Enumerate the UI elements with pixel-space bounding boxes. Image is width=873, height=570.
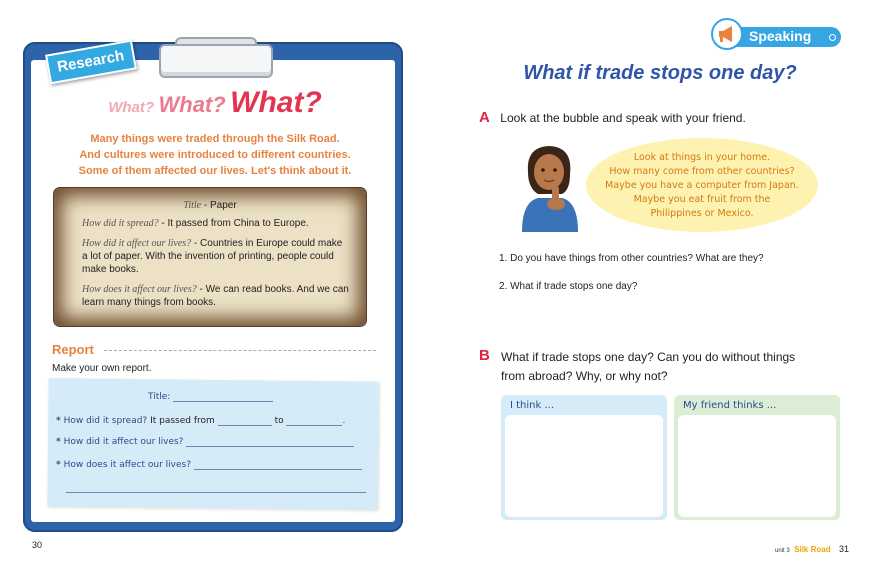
- what-word-medium: What?: [158, 92, 226, 117]
- footer-unit-name: Silk Road: [794, 545, 831, 554]
- section-a-heading: [479, 109, 746, 127]
- report-q1-row: * How did it spread? It passed from to .: [56, 416, 346, 426]
- section-b-instruction: [501, 348, 841, 386]
- section-a-instruction: Look at the bubble and speak with your friend.: [500, 111, 746, 125]
- report-divider: [104, 350, 376, 351]
- example-question: How did it spread?: [82, 218, 159, 229]
- question-1: 1. Do you have things from other countries? What are they?: [499, 253, 764, 264]
- report-q2-label: How did it affect our lives?: [63, 437, 184, 447]
- report-q1-passed: It passed from: [150, 416, 215, 426]
- megaphone-icon: [711, 18, 743, 50]
- intro-line: Some of them affected our lives. Let's think about it.: [78, 165, 352, 177]
- badge-dot: [829, 34, 836, 41]
- example-question: How does it affect our lives?: [82, 284, 197, 295]
- report-q3-input[interactable]: [194, 459, 362, 470]
- report-q3-label: How does it affect our lives?: [63, 460, 191, 470]
- footer: [775, 539, 849, 557]
- report-title-label: Title:: [148, 392, 171, 402]
- bubble-line: How many come from other countries?: [609, 166, 795, 177]
- bubble-line: Maybe you have a computer from Japan.: [605, 180, 799, 191]
- bullet-star-icon: *: [56, 437, 61, 447]
- intro-line: And cultures were introduced to different countries.: [79, 149, 351, 161]
- report-q2-input[interactable]: [186, 436, 354, 447]
- footer-unit: unit 3: [775, 548, 790, 554]
- what-word-small: What?: [108, 99, 155, 116]
- bullet-star-icon: *: [56, 460, 61, 470]
- i-think-label: I think ...: [510, 400, 555, 411]
- clipboard-clip: [159, 44, 273, 78]
- bubble-line: Maybe you eat fruit from the: [633, 194, 771, 205]
- report-q2-row: [56, 436, 354, 447]
- bullet-star-icon: *: [56, 416, 61, 426]
- example-title-value: - Paper: [203, 200, 237, 211]
- example-answer: - We can read books. And we can learn many things from books.: [82, 284, 349, 308]
- section-b-letter: B: [479, 347, 490, 364]
- report-q3-row: [56, 459, 362, 470]
- example-title-label: Title: [183, 200, 202, 211]
- speaking-label: Speaking: [749, 28, 812, 44]
- what-word-large: What?: [230, 86, 322, 119]
- example-title: [54, 200, 366, 211]
- speech-bubble-text: [590, 151, 814, 221]
- report-q1-label: How did it spread?: [63, 416, 148, 426]
- report-from-input[interactable]: [218, 415, 272, 426]
- bubble-line: Philippines or Mexico.: [650, 208, 754, 219]
- what-title: [100, 86, 330, 120]
- example-question: How did it affect our lives?: [82, 238, 192, 249]
- example-answer: - It passed from China to Europe.: [161, 218, 309, 229]
- section-b-line: What if trade stops one day? Can you do without things: [501, 350, 796, 364]
- page-number-right: 31: [839, 544, 850, 554]
- report-subtitle: Make your own report.: [52, 363, 152, 374]
- example-row: [82, 217, 350, 230]
- report-extra-line[interactable]: [66, 492, 366, 493]
- report-to-input[interactable]: [286, 415, 342, 426]
- example-answer: - Countries in Europe could make a lot of paper. With the invention of printing, people could make books.: [82, 238, 343, 275]
- report-title-row: [148, 391, 273, 402]
- section-b-line: from abroad? Why, or why not?: [501, 369, 668, 383]
- page-title: What if trade stops one day?: [523, 62, 797, 84]
- page-number-left: 30: [32, 540, 43, 550]
- question-2: 2. What if trade stops one day?: [499, 281, 638, 292]
- research-tag: Research: [45, 40, 136, 85]
- intro-line: Many things were traded through the Silk Road.: [90, 133, 340, 145]
- example-row: [82, 237, 350, 276]
- bubble-line: Look at things in your home.: [633, 152, 771, 163]
- section-a-letter: A: [479, 109, 490, 126]
- report-q1-to: to: [274, 416, 284, 426]
- report-heading: Report: [52, 342, 94, 357]
- example-row: [82, 283, 350, 309]
- friend-thinks-input[interactable]: [678, 415, 836, 517]
- i-think-input[interactable]: [505, 415, 663, 517]
- friend-thinks-label: My friend thinks ...: [683, 400, 777, 411]
- report-title-input[interactable]: [173, 391, 273, 402]
- girl-thinking-image: [518, 142, 580, 232]
- intro-text: [56, 131, 374, 179]
